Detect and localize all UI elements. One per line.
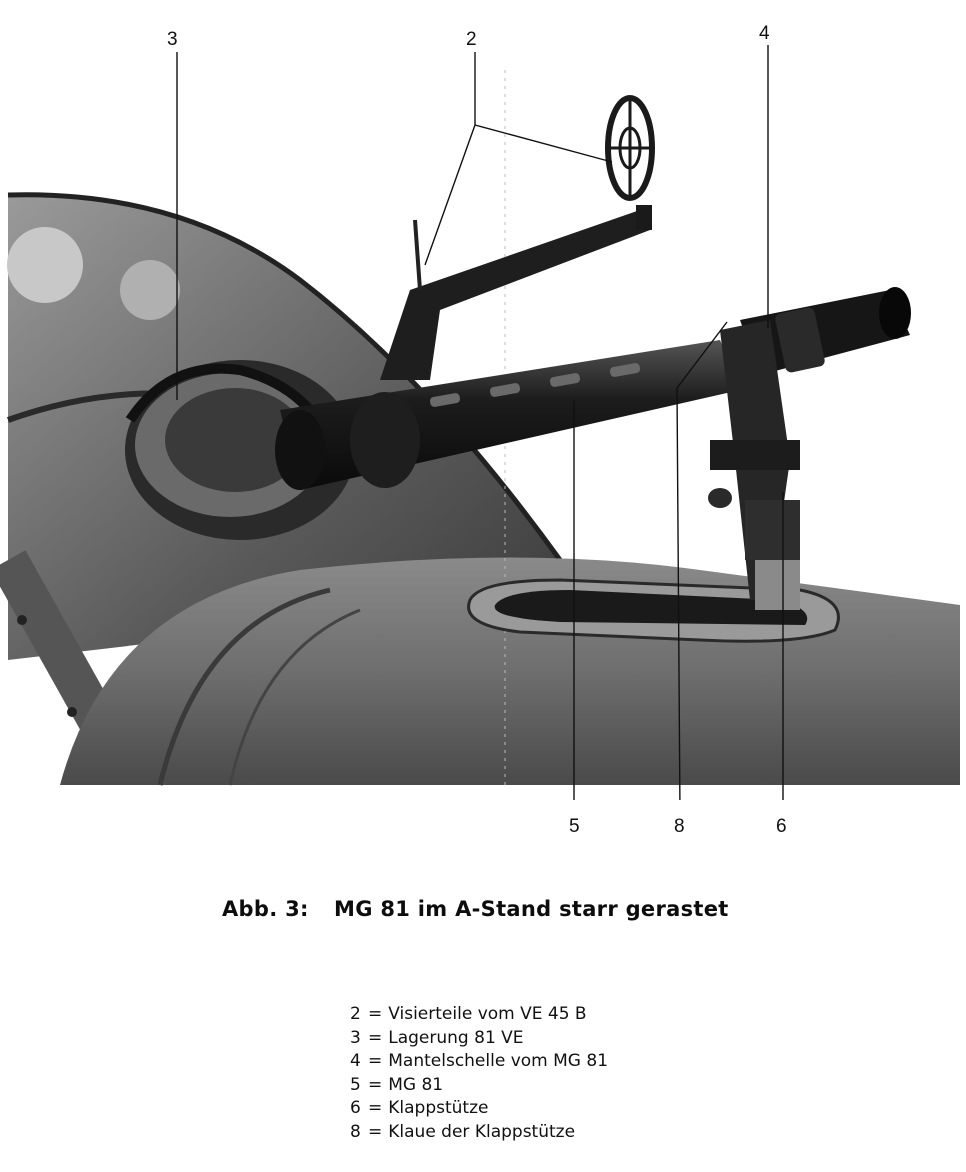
legend-item: 2 = Visierteile vom VE 45 B xyxy=(350,1004,587,1024)
callout-8: 8 xyxy=(674,816,685,837)
callout-3: 3 xyxy=(167,29,178,50)
legend-item: 6 = Klappstütze xyxy=(350,1098,489,1119)
caption-label: Abb. 3: xyxy=(222,897,309,921)
callout-2: 2 xyxy=(466,29,477,50)
legend-item: 5 = MG 81 xyxy=(350,1074,444,1095)
callout-6: 6 xyxy=(776,816,787,837)
legend-item: 3 = Lagerung 81 VE xyxy=(350,1027,524,1048)
legend-item: 4 = Mantelschelle vom MG 81 xyxy=(350,1051,609,1072)
callout-4: 4 xyxy=(759,23,770,44)
legend xyxy=(350,1003,608,1145)
figure-caption xyxy=(222,897,729,921)
legend-item: 8 = Klaue der Klappstütze xyxy=(350,1121,576,1142)
caption-title: MG 81 im A-Stand starr gerastet xyxy=(334,897,729,921)
callout-5: 5 xyxy=(569,816,580,837)
